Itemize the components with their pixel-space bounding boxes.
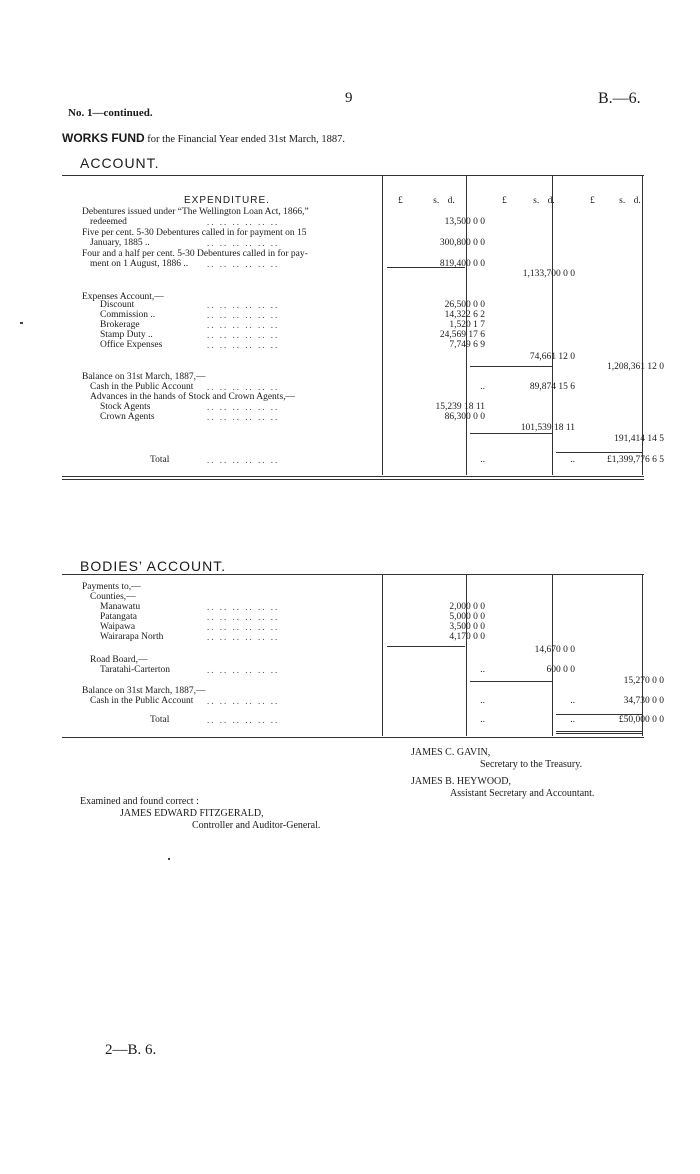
page-speck — [168, 858, 170, 860]
signature-2-name: JAMES B. HEYWOOD, — [411, 776, 511, 787]
bodies-row-c1-amount: 3,500 0 0 — [449, 622, 485, 632]
bodies-row-leader-dots: .. .. .. .. .. .. — [207, 696, 280, 706]
page-speck — [20, 322, 23, 324]
works-fund-row-leader-dots: .. .. .. .. .. .. — [207, 320, 280, 330]
signature-ref: 2—B. 6. — [105, 1042, 157, 1058]
bodies-section-title: BODIES’ ACCOUNT. — [80, 558, 227, 574]
auditor-title: Controller and Auditor-General. — [192, 820, 321, 831]
bodies-row-leader-dots: .. .. .. .. .. .. — [207, 632, 280, 642]
works-fund-row-leader-dots: .. .. .. .. .. .. — [207, 402, 280, 412]
works-fund-row-label: Total — [150, 455, 170, 465]
works-fund-row-leader-dots: .. .. .. .. .. .. — [207, 300, 280, 310]
works-fund-row-c2-amount: 74,661 12 0 — [529, 352, 575, 362]
bodies-row-c2-amount: .. — [570, 696, 575, 706]
works-fund-row-label: Four and a half per cent. 5-30 Debentures called in for pay- — [82, 249, 308, 259]
bodies-row-c2-amount: 600 0 0 — [546, 665, 575, 675]
bodies-row-label: Road Board,— — [90, 655, 148, 665]
works-fund-row-c1-amount: 15,239 18 11 — [435, 402, 485, 412]
works-fund-row-label: redeemed — [90, 217, 127, 227]
col2-head — [502, 196, 555, 206]
bodies-row-c2-amount: .. — [570, 715, 575, 725]
works-fund-row-c1-amount: .. — [480, 382, 485, 392]
works-fund-row-label: ment on 1 August, 1886 .. — [90, 259, 189, 269]
works-fund-row-label: Advances in the hands of Stock and Crown Agents,— — [90, 392, 296, 402]
col1-pound: £ — [398, 196, 403, 206]
works-fund-row-label: Debentures issued under “The Wellington Loan Act, 1866,” — [82, 207, 309, 217]
works-fund-row-label: Commission .. — [100, 310, 156, 320]
col3-shillings: s. — [619, 196, 626, 206]
bodies-row-c3-amount: 34,730 0 0 — [623, 696, 664, 706]
col1-pence: d. — [447, 196, 455, 206]
examined-note: Examined and found correct : — [80, 796, 199, 807]
signature-2-title: Assistant Secretary and Accountant. — [450, 788, 595, 799]
doc-ref-text: No. 1—continued. — [68, 107, 153, 119]
bodies-row-label: Total — [150, 715, 170, 725]
works-fund-row-leader-dots: .. .. .. .. .. .. — [207, 340, 280, 350]
expenditure-heading: EXPENDITURE. — [184, 195, 270, 206]
works-fund-row-label: Balance on 31st March, 1887,— — [82, 372, 206, 382]
works-fund-row-c1-amount: 24,569 17 6 — [439, 330, 485, 340]
col3-pound: £ — [590, 196, 595, 206]
works-fund-row-c3-amount: 1,208,361 12 0 — [607, 362, 664, 372]
bodies-row-label: Wairarapa North — [100, 632, 164, 642]
works-fund-row-c3-amount: £1,399,776 6 5 — [607, 455, 664, 465]
works-fund-row-leader-dots: .. .. .. .. .. .. — [207, 412, 280, 422]
bodies-row-c1-amount: .. — [480, 715, 485, 725]
col1-head — [398, 196, 455, 206]
bodies-row-label: Counties,— — [90, 592, 136, 602]
bodies-row-label: Taratahi-Carterton — [100, 665, 171, 675]
bodies-row-c1-amount: 2,000 0 0 — [449, 602, 485, 612]
page-number: 9 — [345, 90, 353, 106]
signature-1-name: JAMES C. GAVIN, — [411, 747, 491, 758]
works-fund-row-c2-amount: 89,874 15 6 — [529, 382, 575, 392]
works-fund-row-leader-dots: .. .. .. .. .. .. — [207, 382, 280, 392]
works-fund-row-label: Stamp Duty .. — [100, 330, 153, 340]
works-fund-row-c1-amount: 26,500 0 0 — [444, 300, 485, 310]
works-fund-title — [62, 131, 345, 145]
works-fund-row-label: Expenses Account,— — [82, 292, 164, 302]
bodies-row-c3-amount: 15,270 0 0 — [623, 676, 664, 686]
bodies-row-leader-dots: .. .. .. .. .. .. — [207, 715, 280, 725]
works-fund-row-label: Stock Agents — [100, 402, 151, 412]
works-fund-row-leader-dots: .. .. .. .. .. .. — [207, 330, 280, 340]
col2-shillings: s. — [533, 196, 540, 206]
bodies-row-label: Payments to,— — [82, 582, 141, 592]
bodies-row-leader-dots: .. .. .. .. .. .. — [207, 612, 280, 622]
bodies-row-c1-amount: .. — [480, 665, 485, 675]
col2-pence: d. — [547, 196, 555, 206]
works-fund-row-c1-amount: 1,520 1 7 — [449, 320, 485, 330]
bodies-row-leader-dots: .. .. .. .. .. .. — [207, 602, 280, 612]
bodies-row-c1-amount: 5,000 0 0 — [449, 612, 485, 622]
bodies-row-label: Patangata — [100, 612, 137, 622]
works-fund-row-label: Office Expenses — [100, 340, 163, 350]
col1-shillings: s. — [433, 196, 440, 206]
works-fund-row-c2-amount: 101,539 18 11 — [520, 423, 575, 433]
works-fund-row-leader-dots: .. .. .. .. .. .. — [207, 238, 280, 248]
bodies-row-c3-amount: £50,000 0 0 — [618, 715, 664, 725]
works-fund-row-c1-amount: 14,322 6 2 — [444, 310, 485, 320]
works-fund-row-leader-dots: .. .. .. .. .. .. — [207, 217, 280, 227]
works-fund-row-label: Brokerage — [100, 320, 140, 330]
auditor-name: JAMES EDWARD FITZGERALD, — [120, 808, 264, 819]
bodies-row-label: Cash in the Public Account — [90, 696, 194, 706]
col2-pound: £ — [502, 196, 507, 206]
bodies-row-leader-dots: .. .. .. .. .. .. — [207, 622, 280, 632]
works-fund-row-label: Discount — [100, 300, 135, 310]
works-fund-row-c1-amount: 7,749 6 9 — [449, 340, 485, 350]
works-fund-title-bold: WORKS FUND — [62, 131, 145, 145]
works-fund-row-c2-amount: 1,133,700 0 0 — [522, 269, 575, 279]
works-fund-row-label: Five per cent. 5-30 Debentures called in for payment on 15 — [82, 228, 307, 238]
bodies-row-label: Waipawa — [100, 622, 136, 632]
doc-ref — [68, 107, 153, 119]
account-section-title: ACCOUNT. — [80, 155, 160, 171]
works-fund-row-c1-amount: 13,500 0 0 — [444, 217, 485, 227]
works-fund-row-c1-amount: .. — [480, 455, 485, 465]
works-fund-row-label: January, 1885 .. — [90, 238, 150, 248]
works-fund-row-c1-amount: 819,400 0 0 — [439, 259, 485, 269]
works-fund-row-leader-dots: .. .. .. .. .. .. — [207, 259, 280, 269]
works-fund-row-label: Cash in the Public Account — [90, 382, 194, 392]
bodies-row-c2-amount: 14,670 0 0 — [534, 645, 575, 655]
works-fund-title-rest: for the Financial Year ended 31st March, 1887. — [144, 134, 346, 145]
works-fund-row-label: Crown Agents — [100, 412, 155, 422]
works-fund-row-c2-amount: .. — [570, 455, 575, 465]
works-fund-row-c3-amount: 191,414 14 5 — [614, 434, 664, 444]
doc-code: B.—6. — [598, 90, 641, 107]
bodies-row-leader-dots: .. .. .. .. .. .. — [207, 665, 280, 675]
col3-head — [590, 196, 641, 206]
signature-1-title: Secretary to the Treasury. — [480, 759, 583, 770]
col3-pence: d. — [633, 196, 641, 206]
works-fund-row-leader-dots: .. .. .. .. .. .. — [207, 310, 280, 320]
bodies-row-c1-amount: 4,170 0 0 — [449, 632, 485, 642]
works-fund-table — [62, 175, 644, 480]
bodies-row-label: Balance on 31st March, 1887,— — [82, 686, 206, 696]
works-fund-row-c1-amount: 300,800 0 0 — [439, 238, 485, 248]
bodies-row-label: Manawatu — [100, 602, 141, 612]
works-fund-row-leader-dots: .. .. .. .. .. .. — [207, 455, 280, 465]
bodies-row-c1-amount: .. — [480, 696, 485, 706]
works-fund-row-c1-amount: 86,300 0 0 — [444, 412, 485, 422]
